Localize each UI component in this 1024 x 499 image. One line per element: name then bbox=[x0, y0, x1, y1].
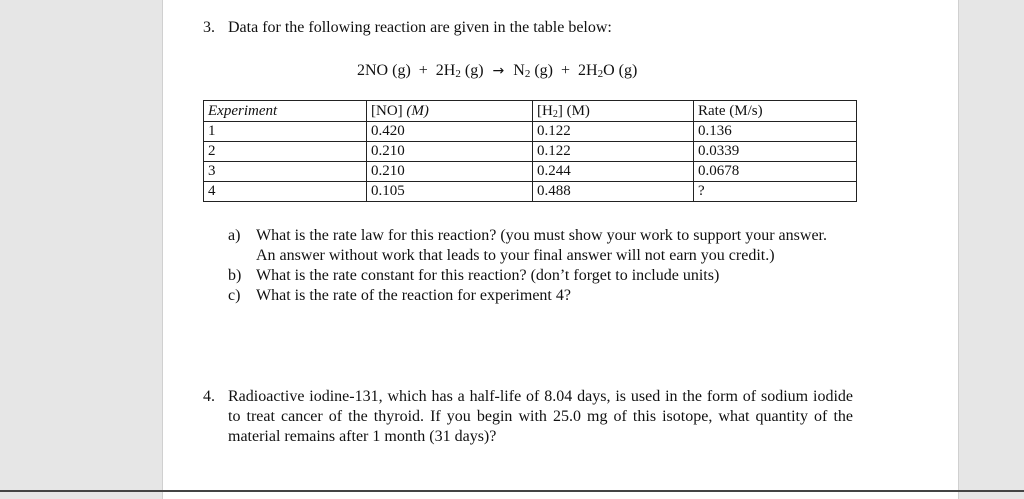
cell-rate: 0.136 bbox=[694, 122, 857, 142]
cell-no: 0.105 bbox=[367, 182, 533, 202]
question-3-number: 3. bbox=[203, 19, 215, 36]
equation-plus: + bbox=[418, 62, 428, 79]
part-c bbox=[228, 286, 838, 306]
cell-rate: 0.0678 bbox=[694, 162, 857, 182]
cell-no: 0.420 bbox=[367, 122, 533, 142]
question-3-heading bbox=[203, 19, 612, 37]
cell-rate: 0.0339 bbox=[694, 142, 857, 162]
cell-no: 0.210 bbox=[367, 142, 533, 162]
part-b bbox=[228, 266, 838, 286]
question-4-number: 4. bbox=[203, 388, 215, 405]
page-bottom-rule bbox=[0, 490, 1024, 492]
cell-rate: ? bbox=[694, 182, 857, 202]
table-row bbox=[204, 142, 857, 162]
cell-h2: 0.488 bbox=[533, 182, 694, 202]
header-no-concentration: [NO] (M) bbox=[367, 101, 533, 122]
part-a bbox=[228, 226, 838, 266]
cell-experiment: 1 bbox=[204, 122, 367, 142]
part-label: b) bbox=[228, 267, 242, 284]
question-4 bbox=[203, 387, 853, 447]
table-row bbox=[204, 162, 857, 182]
part-text: What is the rate constant for this reaction? (don’t forget to include units) bbox=[256, 267, 720, 284]
equation-product-n2: $N_2$ (g) bbox=[513, 62, 553, 80]
header-h2-concentration: $[H_2]$ (M) bbox=[533, 101, 694, 122]
cell-experiment: 3 bbox=[204, 162, 367, 182]
part-text: What is the rate of the reaction for experiment 4? bbox=[256, 287, 571, 304]
part-text: What is the rate law for this reaction? (you must show your work to support your answer. An answer without work that leads to your final answer will not earn you credit.) bbox=[256, 227, 827, 264]
cell-h2: 0.244 bbox=[533, 162, 694, 182]
equation-product-h2o: $2H_2O$ (g) bbox=[578, 62, 638, 80]
equation-reactant-h2: $2H_2$ (g) bbox=[435, 62, 484, 80]
question-3-intro: Data for the following reaction are given in the table below: bbox=[228, 19, 612, 36]
reaction-arrow-icon: → bbox=[492, 63, 505, 79]
question-3-parts bbox=[228, 226, 838, 306]
header-rate: Rate (M/s) bbox=[694, 101, 857, 122]
table-row bbox=[204, 122, 857, 142]
question-4-text: Radioactive iodine-131, which has a half-life of 8.04 days, is used in the form of sodium iodide to treat cancer of the thyroid. If you begin with 25.0 mg of this isotope, what quantity of the material remains after 1 month (31 days)? bbox=[228, 388, 853, 445]
part-label: a) bbox=[228, 227, 241, 244]
equation-reactant-no: 2NO (g) bbox=[357, 62, 411, 79]
cell-h2: 0.122 bbox=[533, 122, 694, 142]
cell-h2: 0.122 bbox=[533, 142, 694, 162]
equation-plus: + bbox=[560, 62, 570, 79]
cell-no: 0.210 bbox=[367, 162, 533, 182]
table-header-row bbox=[204, 101, 857, 122]
reaction-equation bbox=[357, 62, 637, 80]
rate-data-table bbox=[203, 100, 857, 202]
cell-experiment: 2 bbox=[204, 142, 367, 162]
header-experiment: Experiment bbox=[204, 101, 367, 122]
table-row bbox=[204, 182, 857, 202]
cell-experiment: 4 bbox=[204, 182, 367, 202]
part-label: c) bbox=[228, 287, 241, 304]
